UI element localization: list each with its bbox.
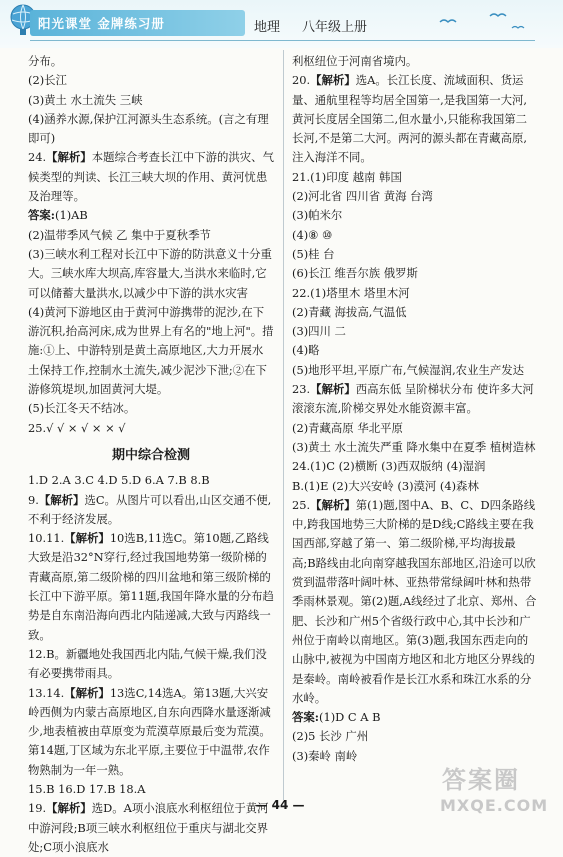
analysis-tag: 【解析】 bbox=[310, 382, 356, 397]
item-number: 10.11. bbox=[28, 531, 65, 546]
item-number: 25. bbox=[292, 497, 311, 512]
column-divider bbox=[283, 50, 284, 800]
answer-item-24 bbox=[28, 148, 274, 206]
answer-line: (3)三峡水利工程对长江中下游的防洪意义十分重大。三峡水库大坝高,库容量大,当洪水来临时,它可以储蓄大量洪水,以减少中下游的洪水灾害 bbox=[28, 246, 272, 300]
answer-line: (5)长江冬天不结冰。 bbox=[28, 401, 136, 416]
answer-tag: 答案: bbox=[292, 710, 319, 725]
answer-line: (3)黄土 水土流失严重 降水集中在夏季 植树造林 bbox=[292, 439, 536, 454]
analysis-tag: 【解析】 bbox=[310, 497, 356, 512]
analysis-tag: 【解析】 bbox=[46, 801, 92, 816]
answer-item-23 bbox=[292, 380, 538, 419]
birds-icon bbox=[400, 8, 540, 38]
answer-line: (4)涵养水源,保护江河源头生态系统。(言之有理即可) bbox=[28, 111, 269, 146]
answer-line: 利枢纽位于河南省境内。 bbox=[292, 54, 418, 68]
answer-line: (2)5 长沙 广州 bbox=[292, 729, 369, 744]
analysis-text: 13选C,14选A。第13题,大兴安岭西侧为内蒙古高原地区,自东向西降水量逐渐减少,地表植被由草原变为荒漠草原最后变为荒漠。第14题,丁区域为东北平原,主要位于中温带,农作物熟制为一年一熟。 bbox=[28, 685, 271, 777]
right-column bbox=[292, 52, 538, 766]
answer-line: (3)秦岭 南岭 bbox=[292, 748, 358, 763]
answer-line: (2)温带季风气候 乙 集中于夏秋季节 bbox=[28, 227, 211, 242]
analysis-text: 选D。A项小浪底水利枢纽位于黄河中游河段;B项三峡水利枢纽位于重庆与湖北交界处;C项小浪底水 bbox=[28, 801, 269, 854]
brand-title: 阳光课堂 金牌练习册 bbox=[38, 16, 165, 31]
answer-item-13-14 bbox=[28, 684, 274, 780]
watermark-logo bbox=[440, 760, 558, 820]
item-number: 20. bbox=[292, 73, 311, 88]
answer-line: (4)⑧ ⑩ bbox=[292, 227, 333, 242]
watermark-text: 答案圈 bbox=[442, 766, 520, 794]
section-title: 期中综合检测 bbox=[111, 447, 190, 463]
item-number: 23. bbox=[292, 382, 311, 397]
answer-line: (2)长江 bbox=[28, 73, 67, 88]
answer-line: 分布。 bbox=[28, 54, 63, 68]
analysis-tag: 【解析】 bbox=[310, 73, 356, 88]
answer-line: 1.D 2.A 3.C 4.D 5.D 6.A 7.B 8.B bbox=[28, 473, 210, 488]
analysis-tag: 【解析】 bbox=[64, 685, 110, 700]
header-rule bbox=[30, 40, 535, 41]
answer-line: (4)略 bbox=[292, 343, 320, 358]
answer-line bbox=[292, 708, 538, 727]
answer-line bbox=[28, 206, 274, 225]
page-header bbox=[0, 0, 563, 48]
answer-item-12: 12.B。新疆地处我国西北内陆,气候干燥,我们没有必要携带雨具。 bbox=[28, 646, 267, 681]
answer-item-21: 21.(1)印度 越南 韩国 bbox=[292, 169, 402, 184]
item-number: 9. bbox=[28, 492, 39, 507]
analysis-text: 选C。从图片可以看出,山区交通不便,不利于经济发展。 bbox=[28, 492, 272, 526]
answer-line: (2)河北省 四川省 黄海 台湾 bbox=[292, 189, 433, 204]
answer-line: (5)桂 台 bbox=[292, 246, 335, 261]
analysis-tag: 【解析】 bbox=[46, 150, 92, 165]
answer-item-10-11 bbox=[28, 529, 274, 645]
answer-line: (3)黄土 水土流失 三峡 bbox=[28, 92, 143, 107]
item-number: 19. bbox=[28, 801, 47, 816]
answer-item-25: 25.√ √ × √ × × √ bbox=[28, 420, 126, 435]
subject-label: 地理 bbox=[254, 20, 281, 35]
analysis-text: 10选B,11选C。第10题,乙路线大致是沿32°N穿行,经过我国地势第一级阶梯的青藏高原,第二级阶梯的四川盆地和第三级阶梯的长江中下游平原。第11题,我国年降水量的分布趋势是自东南沿海向西北内陆递减,大致与丙路线一致。 bbox=[28, 531, 274, 642]
answer-line: (3)四川 二 bbox=[292, 324, 346, 339]
answer-line: (2)青藏 海拔高,气温低 bbox=[292, 304, 407, 319]
analysis-text: 本题综合考查长江中下游的洪灾、气候类型的判读、长江三峡大坝的作用、黄河忧患及治理等。 bbox=[28, 150, 274, 204]
item-number: 13.14. bbox=[28, 685, 65, 700]
answer-item-24: 24.(1)C (2)横断 (3)西双版纳 (4)湿润 bbox=[292, 459, 486, 474]
answer-line: (3)帕米尔 bbox=[292, 208, 343, 223]
grade-label: 八年级上册 bbox=[302, 20, 368, 35]
answer-line: (2)青藏高原 华北平原 bbox=[292, 420, 403, 435]
answer-item-22: 22.(1)塔里木 塔里木河 bbox=[292, 285, 410, 300]
answer-text: (1)D C A B bbox=[319, 710, 381, 725]
answer-tag: 答案: bbox=[28, 208, 55, 223]
answer-item-25 bbox=[292, 496, 538, 708]
answer-item-9 bbox=[28, 491, 274, 530]
page-number: — 44 — bbox=[255, 798, 305, 812]
analysis-text: 第(1)题,图中A、B、C、D四条路线中,跨我国地势三大阶梯的是D线;C路线主要在我国西部,穿越了第一、第二级阶梯,平均海拔最高;B路线由北向南穿越我国东部地区,沿途可以欣赏到温带落叶阔叶林、亚热带常绿阔叶林和热带季雨林景观。第(2)题,A线经过了北京、郑州、合肥、长沙和广州5个省级行政中心,其中长沙和广州位于南岭以南地区。第(3)题,我国东西走向的山脉中,被视为中国南方地区和北方地区分界线的是秦岭。南岭被看作是长江水系和珠江水系的分水岭。 bbox=[292, 497, 537, 705]
analysis-tag: 【解析】 bbox=[64, 531, 110, 546]
analysis-tag: 【解析】 bbox=[38, 492, 85, 507]
item-number: 24. bbox=[28, 150, 47, 165]
analysis-text: 西高东低 呈阶梯状分布 使许多大河滚滚东流,阶梯交界处水能资源丰富。 bbox=[292, 382, 534, 416]
answer-line: (5)地形平坦,平原广布,气候湿润,农业生产发达 bbox=[292, 362, 525, 377]
left-column bbox=[28, 52, 274, 857]
answer-line: B.(1)E (2)大兴安岭 (3)漠河 (4)森林 bbox=[292, 478, 479, 493]
answer-item-20 bbox=[292, 71, 538, 167]
answer-line: (6)长江 维吾尔族 俄罗斯 bbox=[292, 266, 418, 281]
answer-line: 15.B 16.D 17.B 18.A bbox=[28, 781, 146, 796]
watermark-url: MXQE.COM bbox=[440, 796, 549, 815]
analysis-text: 选A。长江长度、流域面积、货运量、通航里程等均居全国第一,是我国第一大河,黄河长度居全国第二,但水量小,只能称我国第二长河,不是第二大河。两河的源头都在青藏高原,注入海洋不同。 bbox=[292, 73, 528, 165]
answer-line: (4)黄河下游地区由于黄河中游携带的泥沙,在下游沉积,抬高河床,成为世界上有名的"地上河"。措施:①上、中游特别是黄土高原地区,大力开展水土保持工作,控制水土流失,减少泥沙下泄;②在下游修筑堤坝,加固黄河大堤。 bbox=[28, 304, 274, 397]
answer-item-19 bbox=[28, 799, 274, 857]
answer-text: (1)AB bbox=[55, 208, 88, 223]
